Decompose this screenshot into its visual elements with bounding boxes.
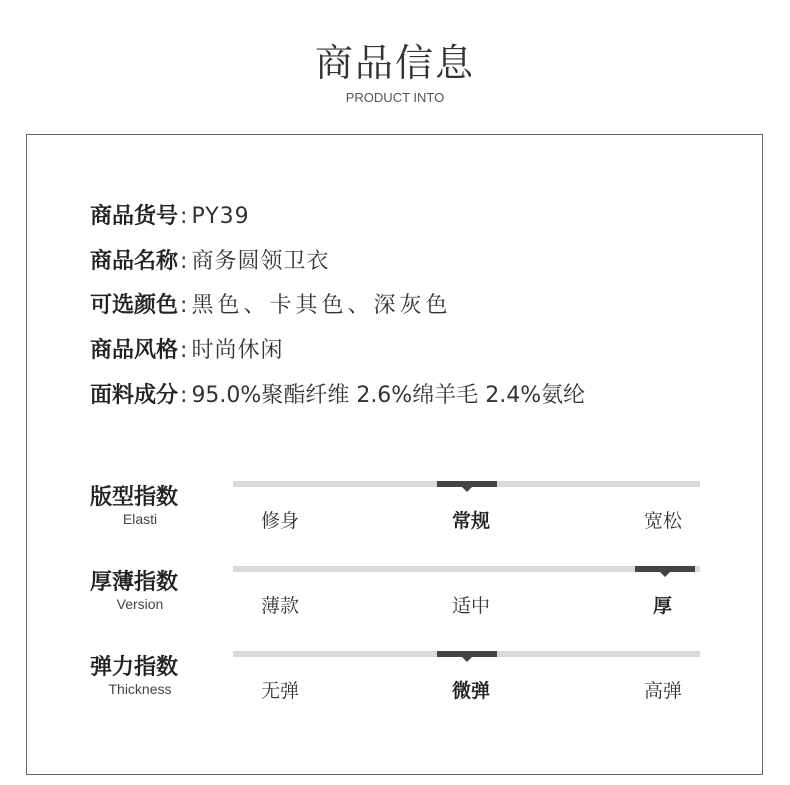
index-track-fit xyxy=(233,481,700,487)
index-option: 薄款 xyxy=(261,595,300,617)
info-value: 黑色、卡其色、深灰色 xyxy=(191,293,452,318)
index-option: 常规 xyxy=(452,510,491,532)
info-colon: : xyxy=(180,383,188,408)
info-row-colors xyxy=(90,291,451,321)
index-option: 宽松 xyxy=(644,510,683,532)
index-marker xyxy=(635,566,695,572)
info-colon: : xyxy=(180,204,188,229)
info-label: 面料成分 xyxy=(90,383,179,408)
page-title: 商品信息 xyxy=(314,41,475,85)
index-subtitle-fit: Elasti xyxy=(122,511,158,527)
info-row-style xyxy=(90,336,283,366)
index-option: 无弹 xyxy=(261,680,300,702)
info-label: 商品货号 xyxy=(90,204,179,229)
index-option: 厚 xyxy=(653,595,673,617)
info-row-fabric xyxy=(90,381,585,411)
index-option: 高弹 xyxy=(644,680,683,702)
info-value: 商务圆领卫衣 xyxy=(191,249,330,274)
info-label: 商品风格 xyxy=(90,338,179,363)
index-option: 微弹 xyxy=(452,680,491,702)
index-title-elasticity: 弹力指数 xyxy=(90,655,179,680)
index-title-thickness: 厚薄指数 xyxy=(90,570,179,595)
info-colon: : xyxy=(180,338,188,363)
index-track-thickness xyxy=(233,566,700,572)
info-label: 可选颜色 xyxy=(90,293,179,318)
info-colon: : xyxy=(180,249,188,274)
index-track-elasticity xyxy=(233,651,700,657)
page-subtitle: PRODUCT INTO xyxy=(345,90,445,105)
info-value: 95.0%聚酯纤维 2.6%绵羊毛 2.4%氨纶 xyxy=(191,383,586,408)
index-subtitle-thickness: Version xyxy=(116,596,164,612)
info-row-sku xyxy=(90,202,250,232)
index-marker xyxy=(437,651,497,657)
info-colon: : xyxy=(180,293,188,318)
info-row-name xyxy=(90,247,329,277)
index-title-fit: 版型指数 xyxy=(90,485,179,510)
info-label: 商品名称 xyxy=(90,249,179,274)
index-marker xyxy=(437,481,497,487)
index-option: 修身 xyxy=(261,510,300,532)
index-option: 适中 xyxy=(452,595,491,617)
info-value: PY39 xyxy=(191,204,250,229)
info-value: 时尚休闲 xyxy=(191,338,284,363)
index-subtitle-elasticity: Thickness xyxy=(108,681,172,697)
